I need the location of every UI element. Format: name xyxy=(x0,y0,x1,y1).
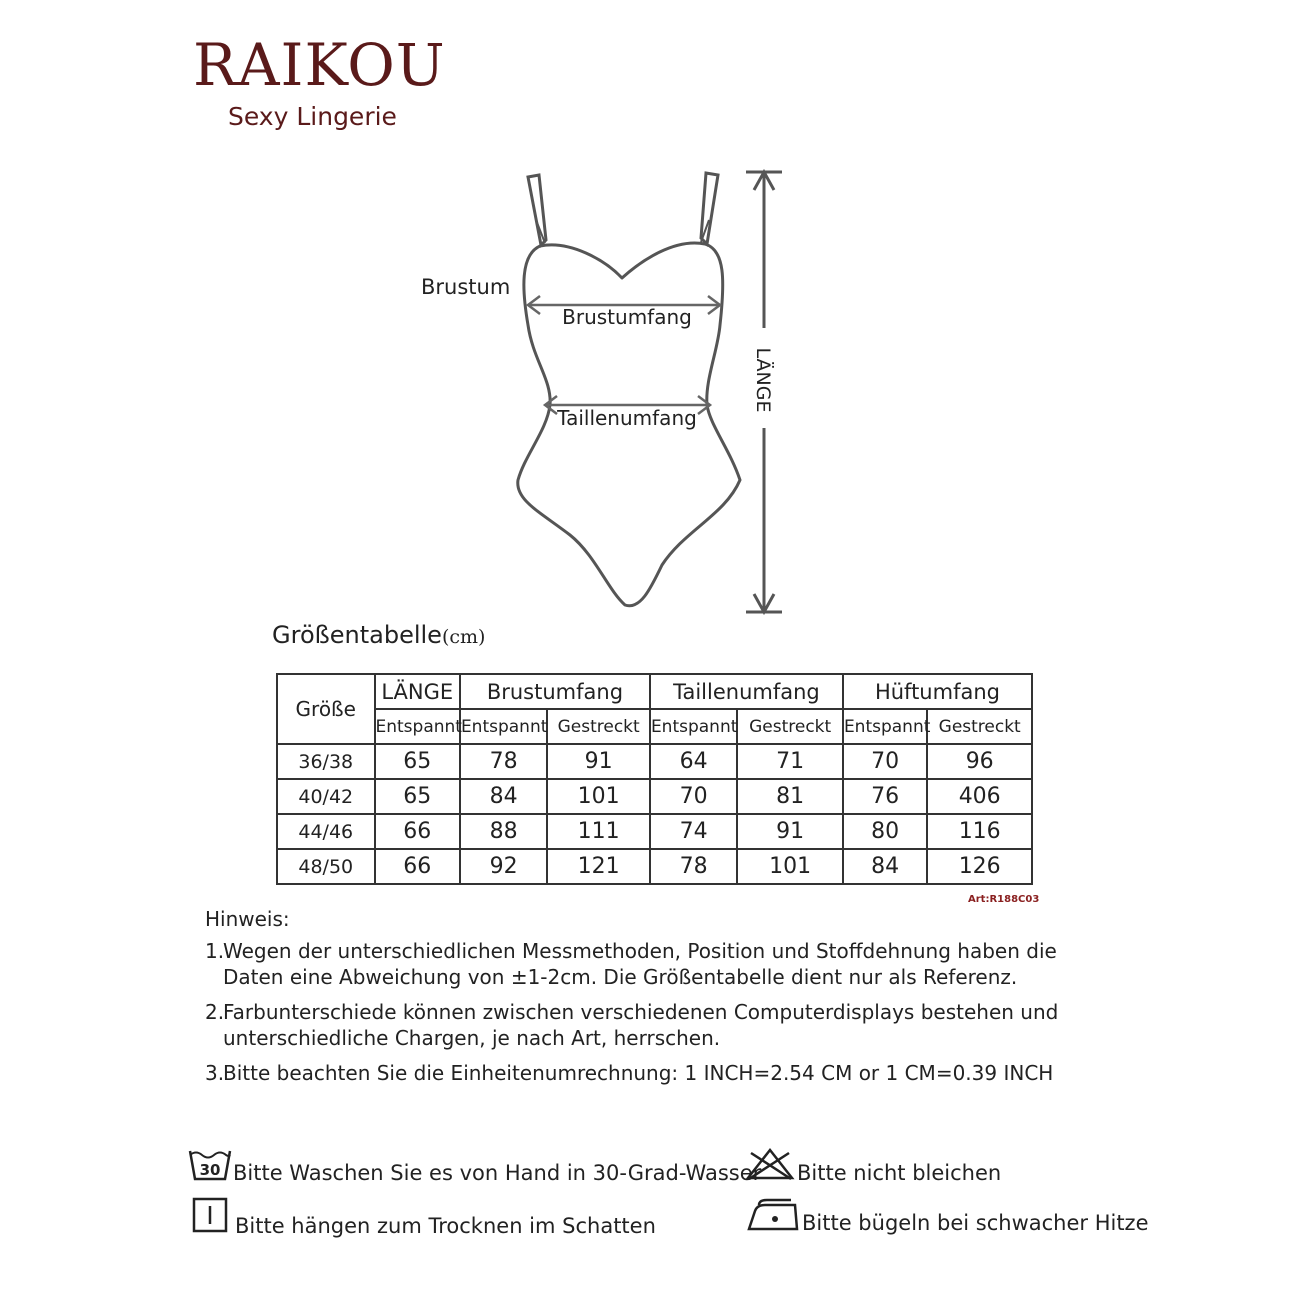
subheader-relaxed: Entspannt xyxy=(650,709,737,744)
table-cell: 91 xyxy=(547,744,650,779)
table-cell: 64 xyxy=(650,744,737,779)
table-cell: 116 xyxy=(927,814,1032,849)
note-line: unterschiedliche Chargen, je nach Art, herrschen. xyxy=(223,1026,721,1050)
size-chart-title xyxy=(272,620,485,652)
table-cell: 44/46 xyxy=(277,814,375,849)
table-subheader-row xyxy=(277,709,1032,744)
header-length: LÄNGE xyxy=(375,674,460,709)
table-cell: 126 xyxy=(927,849,1032,884)
note-line: Bitte beachten Sie die Einheitenumrechnung: 1 INCH=2.54 CM or 1 CM=0.39 INCH xyxy=(223,1061,1054,1085)
table-cell: 65 xyxy=(375,744,460,779)
article-number: Art:R188C03 xyxy=(968,894,1040,905)
hand-wash-30-icon xyxy=(187,1147,233,1183)
table-cell: 92 xyxy=(460,849,547,884)
header-bust: Brustumfang xyxy=(460,674,650,709)
table-row xyxy=(277,744,1032,779)
notes-title: Hinweis: xyxy=(205,907,290,931)
length-label: LÄNGE xyxy=(752,347,774,413)
table-cell: 84 xyxy=(460,779,547,814)
table-cell: 70 xyxy=(650,779,737,814)
table-cell: 48/50 xyxy=(277,849,375,884)
table-cell: 76 xyxy=(843,779,927,814)
table-cell: 78 xyxy=(650,849,737,884)
table-cell: 111 xyxy=(547,814,650,849)
subheader-relaxed: Entspannt xyxy=(460,709,547,744)
subheader-stretched: Gestreckt xyxy=(547,709,650,744)
note-line: Wegen der unterschiedlichen Messmethoden, Position und Stoffdehnung haben die xyxy=(223,939,1057,963)
size-chart-unit: (cm) xyxy=(441,626,486,648)
table-cell: 40/42 xyxy=(277,779,375,814)
brand-logo: RAIKOU xyxy=(193,31,446,99)
header-waist: Taillenumfang xyxy=(650,674,843,709)
table-header-row xyxy=(277,674,1032,709)
note-line: Farbunterschiede können zwischen verschiedenen Computerdisplays bestehen und xyxy=(223,1000,1059,1024)
note-number: 3. xyxy=(205,1061,225,1085)
table-cell: 66 xyxy=(375,814,460,849)
table-cell: 66 xyxy=(375,849,460,884)
table-cell: 88 xyxy=(460,814,547,849)
note-item xyxy=(205,1060,1105,1086)
care-iron-text: Bitte bügeln bei schwacher Hitze xyxy=(802,1211,1149,1235)
waist-label: Taillenumfang xyxy=(557,406,697,430)
note-line: Daten eine Abweichung von ±1-2cm. Die Größentabelle dient nur als Referenz. xyxy=(223,965,1018,989)
table-cell: 78 xyxy=(460,744,547,779)
care-wash-text: Bitte Waschen Sie es von Hand in 30-Grad-Wasser xyxy=(233,1161,762,1185)
table-cell: 91 xyxy=(737,814,843,849)
note-number: 1. xyxy=(205,939,225,963)
table-cell: 101 xyxy=(737,849,843,884)
table-cell: 36/38 xyxy=(277,744,375,779)
table-row xyxy=(277,779,1032,814)
table-cell: 80 xyxy=(843,814,927,849)
note-number: 2. xyxy=(205,1000,225,1024)
size-chart-title-text: Größentabelle xyxy=(272,621,442,649)
table-cell: 96 xyxy=(927,744,1032,779)
care-dry-text: Bitte hängen zum Trocknen im Schatten xyxy=(235,1214,656,1238)
header-hip: Hüftumfang xyxy=(843,674,1032,709)
subheader-relaxed: Entspannt xyxy=(375,709,460,744)
bust-label: Brustumfang xyxy=(562,305,692,329)
table-cell: 81 xyxy=(737,779,843,814)
brand-tagline: Sexy Lingerie xyxy=(228,102,397,131)
left-strap xyxy=(528,175,546,245)
subheader-relaxed: Entspannt xyxy=(843,709,927,744)
size-table xyxy=(276,673,1033,885)
line-dry-icon xyxy=(192,1197,228,1233)
iron-low-icon xyxy=(745,1197,801,1233)
bodysuit-diagram xyxy=(400,160,820,620)
table-cell: 84 xyxy=(843,849,927,884)
wash-temp: 30 xyxy=(199,1161,221,1179)
header-size: Größe xyxy=(277,674,375,744)
table-cell: 65 xyxy=(375,779,460,814)
no-bleach-icon xyxy=(745,1147,795,1181)
table-cell: 74 xyxy=(650,814,737,849)
table-cell: 70 xyxy=(843,744,927,779)
table-cell: 101 xyxy=(547,779,650,814)
table-cell: 71 xyxy=(737,744,843,779)
table-row xyxy=(277,849,1032,884)
diagram-stray-label: Brustum xyxy=(421,275,511,299)
subheader-stretched: Gestreckt xyxy=(737,709,843,744)
care-bleach-text: Bitte nicht bleichen xyxy=(797,1161,1002,1185)
subheader-stretched: Gestreckt xyxy=(927,709,1032,744)
table-cell: 406 xyxy=(927,779,1032,814)
table-cell: 121 xyxy=(547,849,650,884)
note-item xyxy=(205,999,1105,1051)
note-item xyxy=(205,938,1105,990)
table-row xyxy=(277,814,1032,849)
